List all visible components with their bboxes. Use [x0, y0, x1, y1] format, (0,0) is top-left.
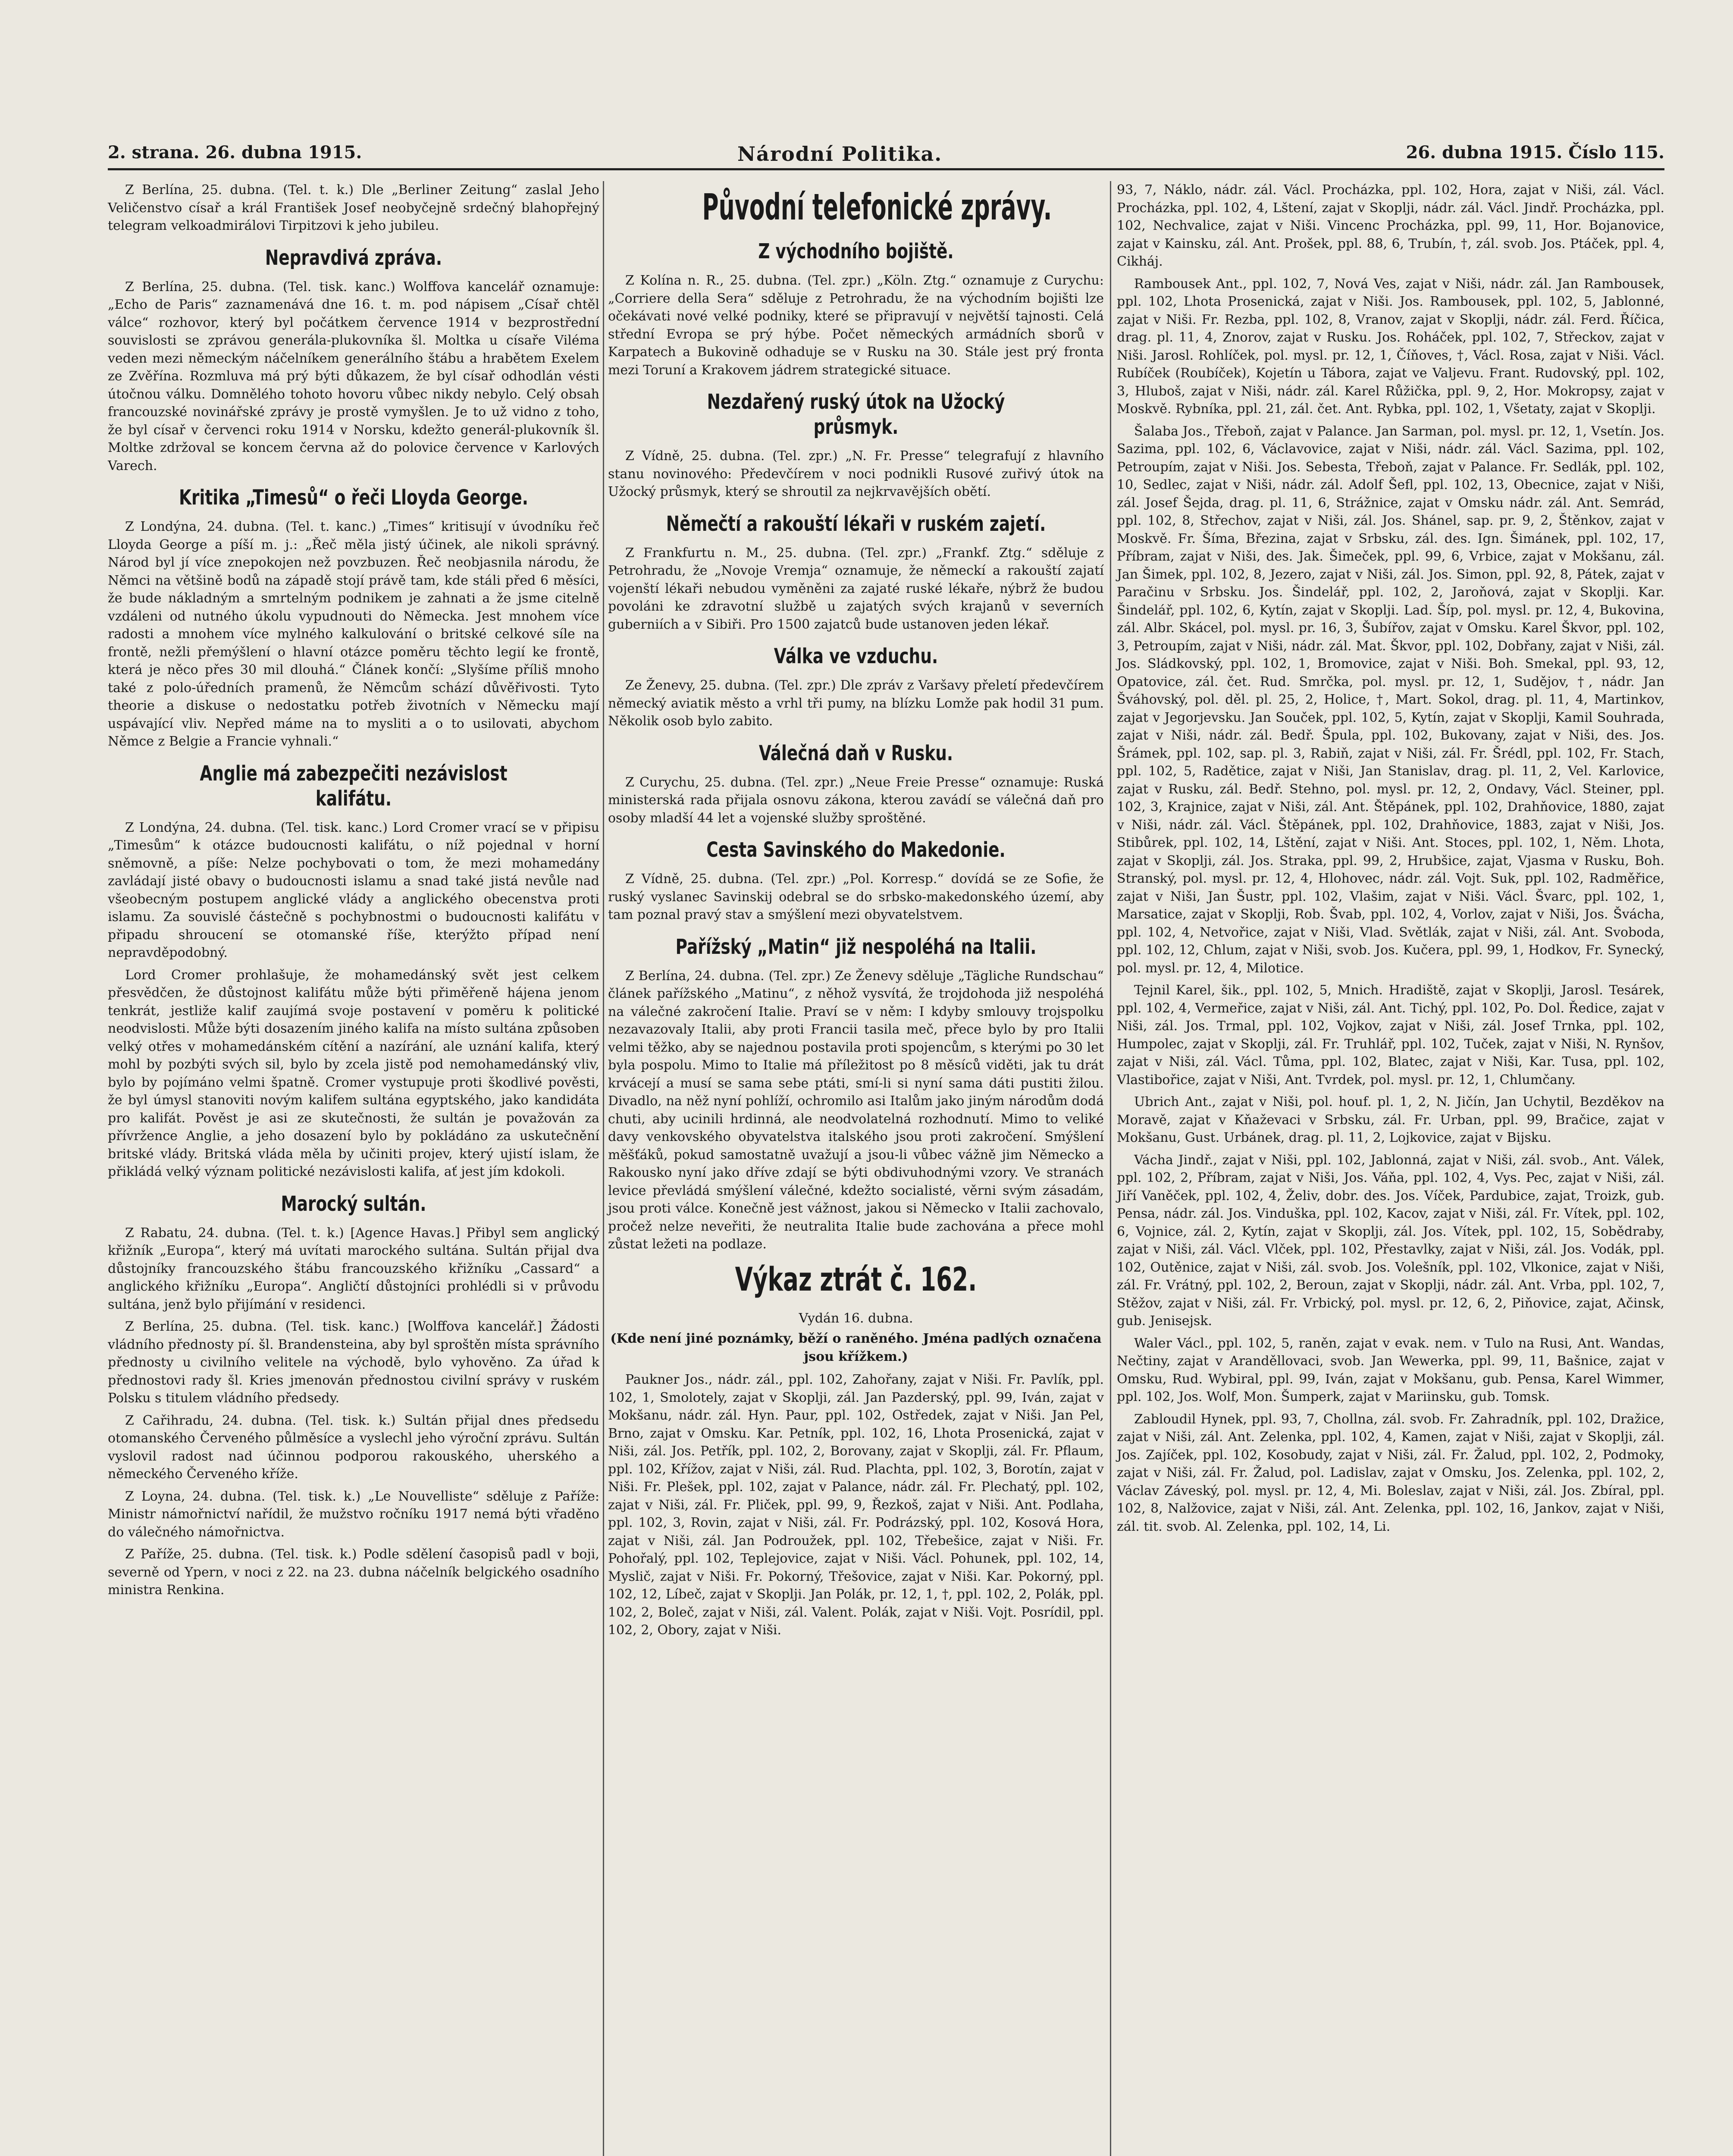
headline-valka-ve-vzduchu: Válka ve vzduchu. — [774, 644, 938, 668]
article-loyna: Z Loyna, 24. dubna. (Tel. tisk. k.) „Le Nouvelliste“ sděluje z Paříže: Ministr námořnictví nařídil, že mužstvo ročníku 1917 nemá býti vřaděno do válečného námořnictva. — [108, 1489, 599, 1540]
column-divider-2 — [1110, 181, 1111, 2156]
article-kritika-timesu: Z Londýna, 24. dubna. (Tel. t. kanc.) „Times“ kritisují v úvodníku řeč Lloyda George a píší m. j.: „Řeč měla jistý účinek, ale nikoli správný. Národ byl jí více znepokojen než povzbuzen. Řeč neobjasnila národu, že Němci na většině bodů na západě stojí právě tam, kde stáli před 6 měsíci, že bude nákladným a smrtelným podnikem je zahnati a že jsme citelně vzdáleni od nutného úkolu vypudnouti do Německa. Jest mnohem více radosti a mnohem více mylného kalkulování o britské celkové síle na frontě, nežli přemýšlení o hlavní otázce poměru těchto legií ke frontě, která je něco přes 30 mil dlouhá.“ Článek končí: „Slyšíme příliš mnoho také z polo-úředních pramenů, že Němcům schází důvěřivosti. Tyto theorie a diskuse o nedostatku potřeb životních v Německu mají uspávající vliv. Nepřed máme na to mysliti a o to usilovati, abychom Němce z Belgie a Francie vyhnali.“ — [108, 519, 599, 749]
column-1 — [108, 181, 599, 1604]
article-berliner-zeitung: Z Berlína, 25. dubna. (Tel. t. k.) Dle „Berliner Zeitung“ zaslal Jeho Veličenstvo císař a král František Josef neobyčejně srdečný blahopřejný telegram velkoadmirálovi Tirpitzovi k jeho jubileu. — [108, 182, 599, 233]
vykaz-issued-date: Vydán 16. dubna. — [799, 1310, 913, 1326]
masthead-title: Národní Politika. — [737, 142, 943, 166]
headline-anglie-kalifat: Anglie má zabezpečiti nezávislost kalifátu. — [200, 761, 508, 811]
header-page-date: 2. strana. 26. dubna 1915. — [108, 142, 362, 163]
casualty-list-z: Zabloudil Hynek, ppl. 93, 7, Chollna, zál. svob. Fr. Zahradník, ppl. 102, Dražice, zajat v Niši, zál. Ant. Zelenka, ppl. 102, 4, Kamen, zajat v Niši, zajat v Skoplji, zál. Jos. Zajíček, ppl. 102, Kosobudy, zajat v Niši, zál. Fr. Žalud, ppl. 102, 2, Podmoky, zajat v Niši, zál. Fr. Žalud, pol. Ladislav, zajat v Omsku, Jos. Zelenka, ppl. 102, 2, Václav Záveský, pol. mysl. pr. 12, 4, Mi. Boleslav, zajat v Niši, zál. Jos. Zbíral, ppl. 102, 8, Nalžovice, zajat v Niši, zál. Ant. Zelenka, ppl. 102, 16, Jankov, zajat v Niši, zál. tit. svob. Al. Zelenka, ppl. 102, 14, Li. — [1117, 1411, 1664, 1534]
article-anglie-kalifat-1: Z Londýna, 24. dubna. (Tel. tisk. kanc.) Lord Cromer vrací se v připisu „Timesům“ k otázce budoucnosti kalifátu, o níž pojednal v horní sněmovně, a píše: Nelze pochybovati o tom, že mezi mohamedány zavládají jisté obavy o budoucnosti islamu a snad také jistá nevůle nad všeobecným postupem anglické vlády a anglického obecenstva proti islamu. Za souvislé částečně s pochybnostmi o budoucnosti kalifátu v připadu shroucení se otomanské říše, kterýžto případ není nepravděpodobný. — [108, 820, 599, 960]
column-divider-1 — [603, 181, 604, 2156]
headline-uzocky-prusmyk: Nezdařený ruský útok na Užocký průsmyk. — [707, 390, 1005, 439]
vykaz-legend-note: (Kde není jiné poznámky, běží o raněného. Jména padlých označena jsou křížkem.) — [610, 1331, 1102, 1364]
article-lekari-v-zajeti: Z Frankfurtu n. M., 25. dubna. (Tel. zpr.) „Frankf. Ztg.“ sděluje z Petrohradu, že „Novoje Vremja“ oznamuje, že německí a rakouští zajatí vojenští lékaři nebudou vyměněni za zajaté ruské lékaře, nýbrž že budou povoláni ke zdravotní službě u zajatých svých krajanů v severních guberniích a v Sibiři. Pro 1500 zajatců bude ustanoven jeden lékař. — [608, 545, 1104, 632]
casualty-list-u: Ubrich Ant., zajat v Niši, pol. houf. pl. 1, 2, N. Jičín, Jan Uchytil, Bezděkov na Moravě, zajat v Kňaževaci v Srbsku, zál. Fr. Urban, ppl. 99, Bračice, zajat v Mokšanu, Gust. Urbánek, drag. pl. 11, 2, Lojkovice, zajat v Bijsku. — [1117, 1094, 1664, 1145]
article-carihrad: Z Cařihradu, 24. dubna. (Tel. tisk. k.) Sultán přijal dnes předsedu otomanského Červeného půlměsíce a vyslechl jeho výroční zprávu. Sultán vyslovil radost nad účinnou podporou rakouského, uherského a německého Červeného kříže. — [108, 1413, 599, 1482]
headline-cesta-savinskeho: Cesta Savinského do Makedonie. — [706, 838, 1006, 862]
article-valka-ve-vzduchu: Ze Ženevy, 25. dubna. (Tel. zpr.) Dle zpráv z Varšavy přeletí předevčírem německý aviatik město a vrhl tři pumy, na blízku Lomže pak hodil 31 pum. Několik osob bylo zabito. — [608, 678, 1104, 729]
casualty-list-r: Rambousek Ant., ppl. 102, 7, Nová Ves, zajat v Niši, nádr. zál. Jan Rambousek, ppl. 102, Lhota Prosenická, zajat v Niši. Jos. Rambousek, ppl. 102, 5, Jablonné, zajat v Niši. Fr. Rezba, ppl. 102, 8, Vranov, zajat v Skoplji, nádr. zál. Ferd. Říčica, drag. pl. 11, 4, Znorov, zajat v Rusku. Jos. Roháček, ppl. 102, 7, Střeckov, zajat v Niši. Jarosl. Rohlíček, pol. mysl. pr. 12, 1, Číňoves, †, Václ. Rosa, zajat v Niši. Václ. Rubíček (Roubíček), Kojetín u Tábora, zajat ve Valjevu. Frant. Rudovský, ppl. 102, 3, Hluboš, zajat v Niši, nádr. zál. Karel Růžička, ppl. 9, 2, Hor. Mokropsy, zajat v Moskvě. Rybníka, ppl. 21, zál. čet. Ant. Rybka, ppl. 102, 1, Všetaty, zajat v Skoplji. — [1117, 276, 1664, 417]
headline-matin-italie: Pařížský „Matin“ již nespoléhá na Italii. — [675, 934, 1037, 959]
article-cesta-savinskeho: Z Vídně, 25. dubna. (Tel. zpr.) „Pol. Korresp.“ dovídá se ze Sofie, že ruský vyslanec Savinskij odebral se do srbsko-makedonského území, aby tam poznal pravý stav a smýšlení mezi obyvatelstvem. — [608, 871, 1104, 922]
header-rule — [108, 168, 1664, 170]
article-koln: Z Kolína n. R., 25. dubna. (Tel. zpr.) „Köln. Ztg.“ oznamuje z Curychu: „Corriere della Sera“ sděluje z Petrohradu, že na východním bojišti lze očekávati nové velké podniky, které se připravují v největší tajnosti. Celá střední Evropa se prý hýbe. Počet německých armádních sborů v Karpatech a Bukovině odhaduje se v Rusku na 30. Stále jest prý fronta mezi Toruní a Krakovem jádrem strategické situace. — [608, 273, 1104, 378]
casualty-list-s: Šalaba Jos., Třeboň, zajat v Palance. Jan Sarman, pol. mysl. pr. 12, 1, Vsetín. Jos. Sazima, ppl. 102, 6, Václavovice, zajat v Niši, nádr. zál. Václ. Sazima, ppl. 102, Petroupím, zajat v Niši. Jos. Sebesta, Třeboň, zajat v Palance. Fr. Sedlák, ppl. 102, 10, Sedlec, zajat v Niši, nádr. zál. Adolf Šefl, ppl. 102, 13, Obecnice, zajat v Niši, zál. Josef Šejda, drag. pl. 11, 6, Strážnice, zajat v Omsku nádr. zál. Ant. Semrád, ppl. 102, 8, Střechov, zajat v Niši, zál. Jos. Shánel, sap. pr. 9, 2, Štěnkov, zajat v Moskvě. Fr. Šíma, Březina, zajat v Srbsku, zál. des. Ign. Šimánek, ppl. 102, 17, Příbram, zajat v Niši, des. Jak. Šimeček, ppl. 99, 6, Vrbice, zajat v Mokšanu, zál. Jan Šimek, ppl. 102, 8, Jezero, zajat v Niši, zál. Jos. Simon, ppl. 92, 8, Pátek, zajat v Paračinu v Srbsku. Jos. Šindelář, ppl. 102, 2, Jaroňová, zajat v Skoplji. Kar. Šindelář, ppl. 102, 6, Kytín, zajat v Skoplji. Lad. Šíp, pol. mysl. pr. 12, 4, Bukovina, zál. Albr. Skácel, pol. mysl. pr. 16, 3, Šubířov, zajat v Omsku. Karel Škvor, ppl. 102, 3, Petroupím, zajat v Niši, nádr. zál. Mat. Škvor, ppl. 102, Dobřany, zajat v Niši, zál. Jos. Sládkovský, ppl. 102, 1, Bromovice, zajat v Niši. Boh. Smekal, ppl. 93, 12, Opatovice, zál. čet. Rud. Smrčka, pol. mysl. pr. 12, 1, Sudějov, †, nádr. Jan Šváhovský, pol. děl. pl. 25, 2, Holice, †, Mart. Sokol, drag. pl. 11, 4, Martinkov, zajat v Jegorjevsku. Jan Souček, ppl. 102, 5, Kytín, zajat v Skoplji, Kamil Souhrada, zajat v Niši, nádr. zál. Bedř. Špula, ppl. 102, Bukovany, zajat v Niši, des. Jos. Šrámek, ppl. 102, sap. pl. 3, Rabiň, zajat v Niši, zál. Fr. Šrédl, ppl. 102, Fr. Stach, ppl. 102, 5, Radětice, zajat v Niši, Jan Stanislav, drag. pl. 11, 2, Vel. Karlovice, zajat v Rusku, zál. Bedř. Stehno, pol. mysl. pr. 12, 2, Ondavy, Václ. Steiner, ppl. 102, 3, Krajnice, zajat v Niši, zál. Ant. Štěpánek, ppl. 102, Drahňovice, 1880, zajat v Niši, nádr. zál. Václ. Štěpánek, ppl. 102, Drahňovice, 1883, zajat v Niši, Jos. Stibůrek, ppl. 102, 14, Lštění, zajat v Niši. Ant. Stoces, ppl. 102, 1, Něm. Lhota, zajat v Skoplji, zál. Jos. Straka, ppl. 99, 2, Hrubšice, zajat, Vjasma v Rusku, Boh. Stranský, pol. mysl. pr. 12, 4, Hlohovec, nádr. zál. Vojt. Suk, ppl. 102, Radměřice, zajat v Niši, Jan Šustr, ppl. 102, Vlašim, zajat v Niši. Václ. Švarc, ppl. 102, 1, Marsatice, zajat v Skoplji, Rob. Švab, ppl. 102, 4, Vorlov, zajat v Niši, Jos. Švácha, ppl. 102, 4, Netvořice, zajat v Niši, Vlad. Světlák, zajat v Niši, zál. Ant. Svoboda, ppl. 102, 12, Chlum, zajat v Niši, svob. Jos. Kučera, ppl. 99, 1, Hodkov, Fr. Synecký, pol. mysl. pr. 12, 4, Milotice. — [1117, 423, 1664, 976]
column-2 — [608, 181, 1104, 1644]
headline-marocky-sultan: Marocký sultán. — [281, 1191, 426, 1216]
headline-puvodni-telefonicke-zpravy: Původní telefonické zprávy. — [702, 186, 1052, 228]
article-brandenstein: Z Berlína, 25. dubna. (Tel. tisk. kanc.) [Wolffova kancelář.] Žádosti vládního přednosty pí. šl. Brandensteina, aby byl sproštěn místa správního přednosty u civilního velitele na východě, bylo vyhověno. Za úřad k přednostovi rady šl. Kries jmenován přednostou civilní správy v ruském Polsku s titulem vládního předsedy. — [108, 1319, 599, 1406]
article-anglie-kalifat-2: Lord Cromer prohlašuje, že mohamedánský svět jest celkem přesvědčen, že důstojnost kalifátu může býti přiměřeně hájena jenom tenkrát, jestliže kalif zaujímá svoje postavení v poměru k politické neodvislosti. Může býti dosazením jiného kalifa na místo sultána způsoben velký otřes v mohamedánském cítění a nazírání, ale uznání kalifa, který mohl by pozbýti svých sil, bylo by zcela jistě pod nemohamedánský vliv, bylo by pojímáno velmi špatně. Cromer vystupuje proti škodlivé pověsti, že byl úmysl stanoviti novým kalifem sultána egyptského, jako kandidáta pro kalifát. Pověst je asi ze skutečnosti, že sultán je považován za přívržence Anglie, a jeho dosazení bylo by pokládáno za uskutečnění britské vlády. Britská vláda měla by učiniti projev, který ujistí islam, že přikládá velký význam politické nezávislosti kalifa, ať jest jím kdokoli. — [108, 967, 599, 1179]
article-marocky-sultan: Z Rabatu, 24. dubna. (Tel. t. k.) [Agence Havas.] Přibyl sem anglický křižník „Europa“, který má uvítati marockého sultána. Sultán přijal dva důstojníky francouzského štábu francouzského křižníku „Cassard“ a anglického křižníku „Europa“. Angličtí důstojníci prohlédli si v průvodu sultána, jenž bylo přijímání v residenci. — [108, 1225, 599, 1312]
column-3 — [1117, 181, 1664, 1540]
article-pariz: Z Paříže, 25. dubna. (Tel. tisk. k.) Podle sdělení časopisů padl v boji, severně od Ypern, v noci z 22. na 23. dubna náčelník belgického osadního ministra Renkina. — [108, 1547, 599, 1598]
header-date-issue: 26. dubna 1915. Číslo 115. — [1406, 142, 1664, 163]
article-matin-italie: Z Berlína, 24. dubna. (Tel. zpr.) Ze Ženevy sděluje „Tägliche Rundschau“ článek pařížského „Matinu“, z něhož vysvítá, že trojdohoda již nespoléhá na válečné zakročení Italie. Praví se v něm: I kdyby smlouvy trojspolku nezavazovaly Italii, aby proti Francii tasila meč, přece bylo by pro Italii velmi těžko, aby se najednou postavila proti spojencům, s kterými po 30 let byla pospolu. Mimo to Italie má příležitost po 8 měsíců viděti, jak tu drát krvácejí a musí se sama sebe ptáti, smí-li si nyní sama dáti pustiti žilou. Divadlo, na něž nyní pohlíží, ochromilo asi Italům jako jiným národům dodá chuti, aby ucinili hrdinná, ale neodvolatelná rozhodnutí. Mimo to veliké davy venkovského obyvatelstva italského jsou proti zakročení. Smýšlení měšťáků, pokud samostatně uvažují a jsou-li vůbec vážně jim Německo a Rakousko nyní jako dříve zdají se býti obdivuhodnými vzory. Ve stranách levice převládá smýšlení válečné, kdežto socialisté, věrni svým zásadám, jsou proti válce. Konečně jest vážnost, jakou si Německo v Italii zachovalo, pročež nelze neveřiti, že neutralita Italie bude zachována a přece mohl zůstat ležeti na podlaze. — [608, 968, 1104, 1252]
headline-vykaz-ztrat: Výkaz ztrát č. 162. — [735, 1260, 977, 1298]
casualty-list-p: Paukner Jos., nádr. zál., ppl. 102, Zahořany, zajat v Niši. Fr. Pavlík, ppl. 102, 1, Smolotely, zajat v Skoplji, zál. Jan Pazderský, ppl. 99, Iván, zajat v Mokšanu, nádr. zál. Hyn. Paur, ppl. 102, Ostředek, zajat v Niši. Jan Pel, Brno, zajat v Omsku. Kar. Petník, ppl. 102, 16, Lhota Prosenická, zajat v Niši, zál. Jos. Petřík, ppl. 102, 2, Borovany, zajat v Skoplji, zál. Fr. Pflaum, ppl. 102, Křížov, zajat v Niši, zál. Rud. Plachta, ppl. 102, 3, Borotín, zajat v Niši. Fr. Plešek, ppl. 102, zajat v Palance, nádr. zál. Fr. Plechatý, ppl. 102, zajat v Niši, zál. Fr. Pliček, ppl. 99, 9, Řezkoš, zajat v Niši. Ant. Podlaha, ppl. 102, 3, Rovin, zajat v Niši, zál. Fr. Podrázský, ppl. 102, Kosová Hora, zajat v Niši, zál. Jan Podroužek, ppl. 102, Třebešice, zajat v Niši. Fr. Pohořalý, ppl. 102, Teplejovice, zajat v Niši. Václ. Pohunek, ppl. 102, 14, Myslič, zajat v Niši. Fr. Pokorný, Třešovice, zajat v Niši. Kar. Pokorný, ppl. 102, 12, Líbeč, zajat v Skoplji. Jan Polák, pr. 12, 1, †, ppl. 102, 2, Polák, ppl. 102, 2, Boleč, zajat v Niši, zál. Valent. Polák, zajat v Niši. Vojt. Posrídil, ppl. 102, 2, Obory, zajat v Niši. — [608, 1372, 1104, 1638]
headline-nepravdiva-zprava: Nepravdivá zpráva. — [265, 245, 442, 270]
headline-vychodni-bojiste: Z východního bojiště. — [758, 239, 954, 263]
headline-lekari-v-zajeti: Němečtí a rakouští lékaři v ruském zajetí. — [666, 511, 1046, 536]
article-uzocky-prusmyk: Z Vídně, 25. dubna. (Tel. zpr.) „N. Fr. Presse“ telegrafují z hlavního stanu novinového: Předevčírem v noci podnikli Rusové zuřivý útok na Užocký průsmyk, který se shroutil za nejkrvavějších obětí. — [608, 448, 1104, 499]
article-valecna-dan: Z Curychu, 25. dubna. (Tel. zpr.) „Neue Freie Presse“ oznamuje: Ruská ministerská rada přijala osnovu zákona, kterou zavádí se válečná daň pro osoby mladší 44 let a vojenské služby sproštěné. — [608, 774, 1104, 826]
headline-kritika-timesu: Kritika „Timesů“ o řeči Lloyda George. — [179, 486, 528, 510]
headline-valecna-dan: Válečná daň v Rusku. — [758, 741, 953, 765]
casualty-list-p-continued: 93, 7, Náklo, nádr. zál. Václ. Procházka, ppl. 102, Hora, zajat v Niši, zál. Václ. Procházka, ppl. 102, 4, Lštení, zajat v Skoplji, nádr. zál. Václ. Jindř. Procházka, ppl. 102, Nechvalice, zajat v Niši. Vincenc Procházka, ppl. 99, 11, Hor. Bojanovice, zajat v Kainsku, zál. Ant. Prošek, ppl. 88, 6, Trubín, †, zál. svob. Jos. Ptáček, ppl. 4, Cikháj. — [1117, 182, 1664, 269]
casualty-list-t: Tejnil Karel, šik., ppl. 102, 5, Mnich. Hradiště, zajat v Skoplji, Jarosl. Tesárek, ppl. 102, 4, Vermeřice, zajat v Niši, zál. Ant. Tichý, ppl. 102, Po. Dol. Ředice, zajat v Niši, zál. Jos. Trmal, ppl. 102, Vojkov, zajat v Niši, zál. Josef Trnka, ppl. 102, Humpolec, zajat v Skoplji, zál. Fr. Truhlář, ppl. 102, Tuček, zajat v Niši, N. Rynšov, zajat v Niši, zál. Václ. Tůma, ppl. 102, Blatec, zajat v Niši, Kar. Tusa, ppl. 102, Vlastibořice, zajat v Niši, Ant. Tvrdek, pol. mysl. pr. 12, 1, Chlumčany. — [1117, 983, 1664, 1087]
casualty-list-v: Vácha Jindř., zajat v Niši, ppl. 102, Jablonná, zajat v Niši, zál. svob., Ant. Válek, ppl. 102, 2, Příbram, zajat v Niši, Jos. Váňa, ppl. 102, 4, Vys. Pec, zajat v Niši, zál. Jiří Vaněček, ppl. 102, 4, Želiv, dobr. des. Jos. Víček, Pardubice, zajat, Troizk, gub. Pensa, nádr. zál. Jos. Vinduška, ppl. 102, Kacov, zajat v Niši, zál. Fr. Vítek, ppl. 102, 6, Vojnice, zál. 2, Kytín, zajat v Skoplji, zál. Jos. Vítek, ppl. 102, 15, Sobědraby, zajat v Niši, zál. Václ. Vlček, ppl. 102, Přestavlky, zajat v Niši, zál. Jos. Vodák, ppl. 102, Outěnice, zajat v Niši, zál. svob. Jos. Volešník, ppl. 102, Vlkonice, zajat v Niši, zál. Fr. Vrátný, ppl. 102, 2, Beroun, zajat v Skoplji, nádr. zál. Ant. Vrba, ppl. 102, 7, Stěžov, zajat v Niši, zál. Fr. Vrbický, pol. mysl. pr. 12, 6, 2, Piňovice, zajat, Ačinsk, gub. Jenisejsk. — [1117, 1152, 1664, 1329]
article-nepravdiva-zprava: Z Berlína, 25. dubna. (Tel. tisk. kanc.) Wolffova kancelář oznamuje: „Echo de Paris“ zaznamenává dne 16. t. m. pod nápisem „Císař chtěl válce“ rozhovor, který byl počátkem července 1914 v bezprostřední souvislosti se zprávou generála-plukovníka šl. Moltka u císaře Viléma veden mezi německým náčelníkem generálního štábu a hrabětem Exelem ze Zvěřína. Rozmluva má prý býti důkazem, že byl císař odhodlán vésti útočnou válku. Domnělého tohoto hovoru vůbec nikdy nebylo. Celý obsah francouzské novinářské zprávy je prostě vymyšlen. Je to už vidno z toho, že byl císař v červenci roku 1914 v Norsku, kdežto generál-plukovník šl. Moltke zdržoval se koncem června až do polovice července v Karlových Varech. — [108, 279, 599, 473]
casualty-list-w: Waler Václ., ppl. 102, 5, raněn, zajat v evak. nem. v Tulo na Rusi, Ant. Wandas, Nečtiny, zajat v Aranděllovaci, svob. Jan Wewerka, ppl. 99, 11, Bašnice, zajat v Omsku, Rud. Wybiral, ppl. 99, Iván, zajat v Mokšanu, gub. Pensa, Karel Wimmer, ppl. 102, Jos. Wolf, Mon. Šumperk, zajat v Mariinsku, gub. Tomsk. — [1117, 1335, 1664, 1404]
